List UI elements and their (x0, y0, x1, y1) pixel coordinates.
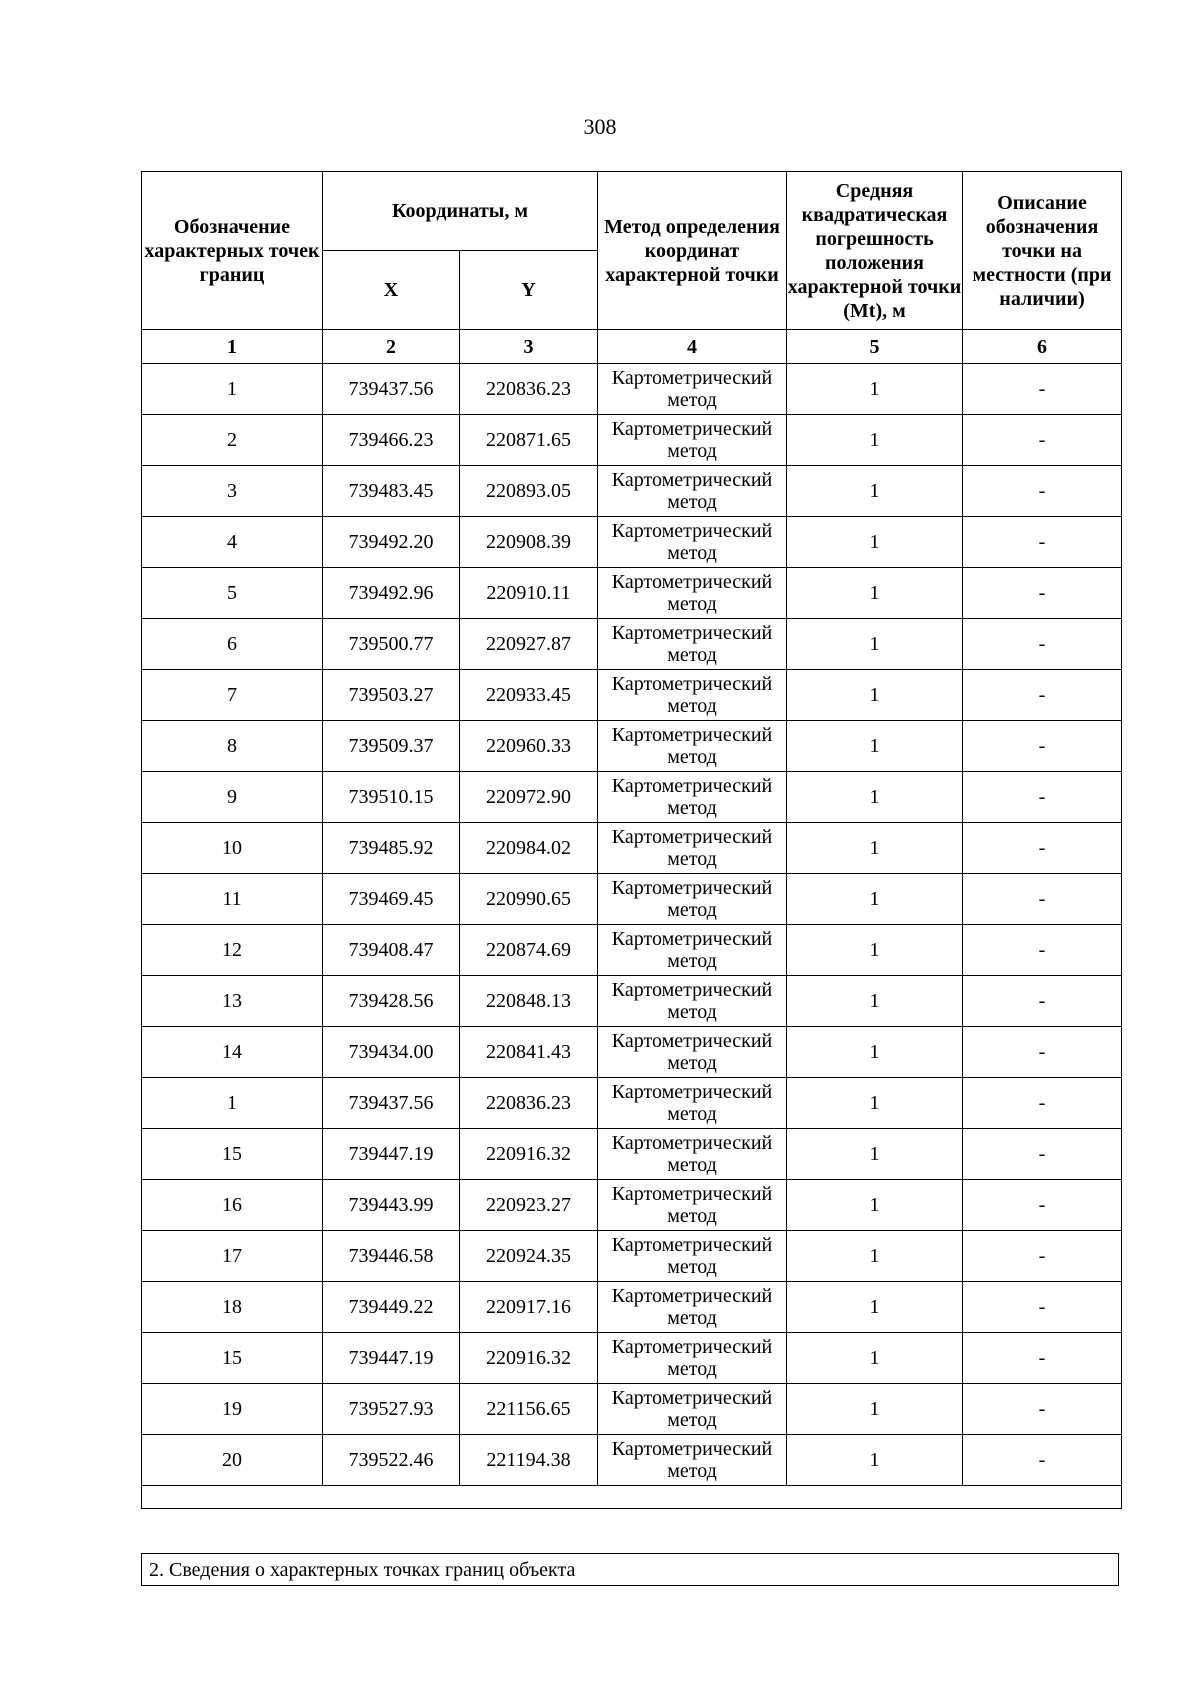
empty-cell (142, 1486, 1122, 1509)
cell-point: 6 (142, 619, 323, 670)
cell-point: 5 (142, 568, 323, 619)
column-number: 3 (460, 330, 598, 364)
cell-description: - (963, 1333, 1122, 1384)
table-row (142, 1282, 1122, 1333)
cell-method: Картометрический метод (598, 364, 787, 415)
cell-x: 739522.46 (323, 1435, 460, 1486)
cell-point: 15 (142, 1129, 323, 1180)
column-number: 2 (323, 330, 460, 364)
cell-point: 14 (142, 1027, 323, 1078)
table-row (142, 772, 1122, 823)
boundary-points-table (141, 171, 1122, 1509)
cell-point: 8 (142, 721, 323, 772)
cell-error: 1 (787, 874, 963, 925)
cell-y: 220874.69 (460, 925, 598, 976)
cell-point: 16 (142, 1180, 323, 1231)
cell-method: Картометрический метод (598, 1129, 787, 1180)
table-row (142, 1231, 1122, 1282)
cell-x: 739485.92 (323, 823, 460, 874)
column-number: 4 (598, 330, 787, 364)
table-row (142, 1435, 1122, 1486)
page-number: 308 (583, 114, 617, 139)
cell-error: 1 (787, 1333, 963, 1384)
cell-error: 1 (787, 1231, 963, 1282)
cell-x: 739437.56 (323, 1078, 460, 1129)
cell-method: Картометрический метод (598, 1384, 787, 1435)
cell-description: - (963, 721, 1122, 772)
cell-x: 739428.56 (323, 976, 460, 1027)
cell-y: 220908.39 (460, 517, 598, 568)
table-row (142, 1180, 1122, 1231)
cell-description: - (963, 772, 1122, 823)
cell-error: 1 (787, 1384, 963, 1435)
cell-error: 1 (787, 772, 963, 823)
cell-y: 220871.65 (460, 415, 598, 466)
cell-method: Картометрический метод (598, 772, 787, 823)
cell-error: 1 (787, 619, 963, 670)
cell-y: 220841.43 (460, 1027, 598, 1078)
cell-error: 1 (787, 976, 963, 1027)
cell-error: 1 (787, 1027, 963, 1078)
cell-y: 220916.32 (460, 1129, 598, 1180)
cell-point: 3 (142, 466, 323, 517)
table-body (142, 364, 1122, 1486)
cell-description: - (963, 1180, 1122, 1231)
cell-description: - (963, 466, 1122, 517)
cell-description: - (963, 415, 1122, 466)
cell-description: - (963, 517, 1122, 568)
cell-method: Картометрический метод (598, 1231, 787, 1282)
cell-method: Картометрический метод (598, 619, 787, 670)
cell-y: 220923.27 (460, 1180, 598, 1231)
cell-method: Картометрический метод (598, 568, 787, 619)
table-row (142, 874, 1122, 925)
cell-x: 739447.19 (323, 1333, 460, 1384)
cell-description: - (963, 976, 1122, 1027)
cell-description: - (963, 1027, 1122, 1078)
cell-method: Картометрический метод (598, 976, 787, 1027)
cell-point: 10 (142, 823, 323, 874)
cell-x: 739500.77 (323, 619, 460, 670)
cell-description: - (963, 1384, 1122, 1435)
cell-description: - (963, 823, 1122, 874)
cell-description: - (963, 670, 1122, 721)
table-row (142, 925, 1122, 976)
cell-x: 739492.20 (323, 517, 460, 568)
cell-x: 739509.37 (323, 721, 460, 772)
cell-method: Картометрический метод (598, 874, 787, 925)
table-row (142, 364, 1122, 415)
cell-point: 19 (142, 1384, 323, 1435)
cell-error: 1 (787, 1129, 963, 1180)
cell-point: 11 (142, 874, 323, 925)
table-row (142, 1027, 1122, 1078)
table-row (142, 721, 1122, 772)
column-number: 1 (142, 330, 323, 364)
cell-error: 1 (787, 466, 963, 517)
table-row (142, 517, 1122, 568)
cell-method: Картометрический метод (598, 1027, 787, 1078)
cell-description: - (963, 619, 1122, 670)
empty-row (142, 1486, 1122, 1509)
cell-point: 4 (142, 517, 323, 568)
column-number: 5 (787, 330, 963, 364)
cell-y: 221194.38 (460, 1435, 598, 1486)
cell-x: 739466.23 (323, 415, 460, 466)
table-row (142, 466, 1122, 517)
cell-method: Картометрический метод (598, 1435, 787, 1486)
cell-point: 9 (142, 772, 323, 823)
cell-y: 220990.65 (460, 874, 598, 925)
cell-method: Картометрический метод (598, 1333, 787, 1384)
cell-point: 18 (142, 1282, 323, 1333)
cell-method: Картометрический метод (598, 823, 787, 874)
table-row (142, 670, 1122, 721)
cell-y: 220917.16 (460, 1282, 598, 1333)
header-x: X (323, 251, 460, 330)
cell-error: 1 (787, 364, 963, 415)
cell-point: 17 (142, 1231, 323, 1282)
header-coordinates: Координаты, м (323, 172, 598, 251)
cell-method: Картометрический метод (598, 466, 787, 517)
table-row (142, 823, 1122, 874)
cell-x: 739447.19 (323, 1129, 460, 1180)
cell-error: 1 (787, 1078, 963, 1129)
cell-error: 1 (787, 517, 963, 568)
cell-error: 1 (787, 721, 963, 772)
cell-x: 739492.96 (323, 568, 460, 619)
cell-x: 739446.58 (323, 1231, 460, 1282)
cell-method: Картометрический метод (598, 721, 787, 772)
cell-y: 220984.02 (460, 823, 598, 874)
table-row (142, 1384, 1122, 1435)
cell-description: - (963, 874, 1122, 925)
cell-y: 220848.13 (460, 976, 598, 1027)
cell-method: Картометрический метод (598, 1078, 787, 1129)
cell-x: 739437.56 (323, 364, 460, 415)
cell-x: 739510.15 (323, 772, 460, 823)
cell-error: 1 (787, 415, 963, 466)
cell-method: Картометрический метод (598, 925, 787, 976)
cell-description: - (963, 1129, 1122, 1180)
cell-method: Картометрический метод (598, 1282, 787, 1333)
cell-y: 221156.65 (460, 1384, 598, 1435)
table-row (142, 619, 1122, 670)
cell-error: 1 (787, 823, 963, 874)
table-row (142, 568, 1122, 619)
header-description: Описание обозначения точки на местности (при наличии) (963, 172, 1122, 330)
cell-description: - (963, 1435, 1122, 1486)
cell-point: 2 (142, 415, 323, 466)
cell-error: 1 (787, 568, 963, 619)
cell-error: 1 (787, 670, 963, 721)
cell-y: 220927.87 (460, 619, 598, 670)
cell-y: 220933.45 (460, 670, 598, 721)
cell-y: 220916.32 (460, 1333, 598, 1384)
table-row (142, 1078, 1122, 1129)
cell-description: - (963, 925, 1122, 976)
cell-point: 13 (142, 976, 323, 1027)
table-row (142, 1333, 1122, 1384)
header-point-designation: Обозначение характерных точек границ (142, 172, 323, 330)
cell-x: 739408.47 (323, 925, 460, 976)
cell-y: 220836.23 (460, 1078, 598, 1129)
cell-error: 1 (787, 1435, 963, 1486)
cell-point: 1 (142, 364, 323, 415)
cell-y: 220893.05 (460, 466, 598, 517)
cell-y: 220972.90 (460, 772, 598, 823)
cell-x: 739527.93 (323, 1384, 460, 1435)
cell-description: - (963, 1282, 1122, 1333)
column-numbers-row (142, 330, 1122, 364)
cell-description: - (963, 364, 1122, 415)
cell-y: 220960.33 (460, 721, 598, 772)
table-row (142, 976, 1122, 1027)
cell-x: 739434.00 (323, 1027, 460, 1078)
cell-error: 1 (787, 925, 963, 976)
header-error: Средняя квадратическая погрешность положения характерной точки (Mt), м (787, 172, 963, 330)
column-number: 6 (963, 330, 1122, 364)
cell-x: 739449.22 (323, 1282, 460, 1333)
cell-x: 739483.45 (323, 466, 460, 517)
cell-method: Картометрический метод (598, 1180, 787, 1231)
cell-point: 15 (142, 1333, 323, 1384)
header-y: Y (460, 251, 598, 330)
cell-x: 739503.27 (323, 670, 460, 721)
section-title: 2. Сведения о характерных точках границ объекта (141, 1553, 1119, 1586)
cell-method: Картометрический метод (598, 670, 787, 721)
cell-point: 1 (142, 1078, 323, 1129)
cell-point: 7 (142, 670, 323, 721)
cell-x: 739469.45 (323, 874, 460, 925)
cell-method: Картометрический метод (598, 415, 787, 466)
cell-point: 12 (142, 925, 323, 976)
cell-y: 220910.11 (460, 568, 598, 619)
cell-description: - (963, 1231, 1122, 1282)
cell-y: 220924.35 (460, 1231, 598, 1282)
cell-error: 1 (787, 1180, 963, 1231)
cell-point: 20 (142, 1435, 323, 1486)
header-method: Метод определения координат характерной точки (598, 172, 787, 330)
table-row (142, 1129, 1122, 1180)
table-row (142, 415, 1122, 466)
cell-method: Картометрический метод (598, 517, 787, 568)
cell-y: 220836.23 (460, 364, 598, 415)
cell-x: 739443.99 (323, 1180, 460, 1231)
cell-description: - (963, 568, 1122, 619)
cell-description: - (963, 1078, 1122, 1129)
cell-error: 1 (787, 1282, 963, 1333)
